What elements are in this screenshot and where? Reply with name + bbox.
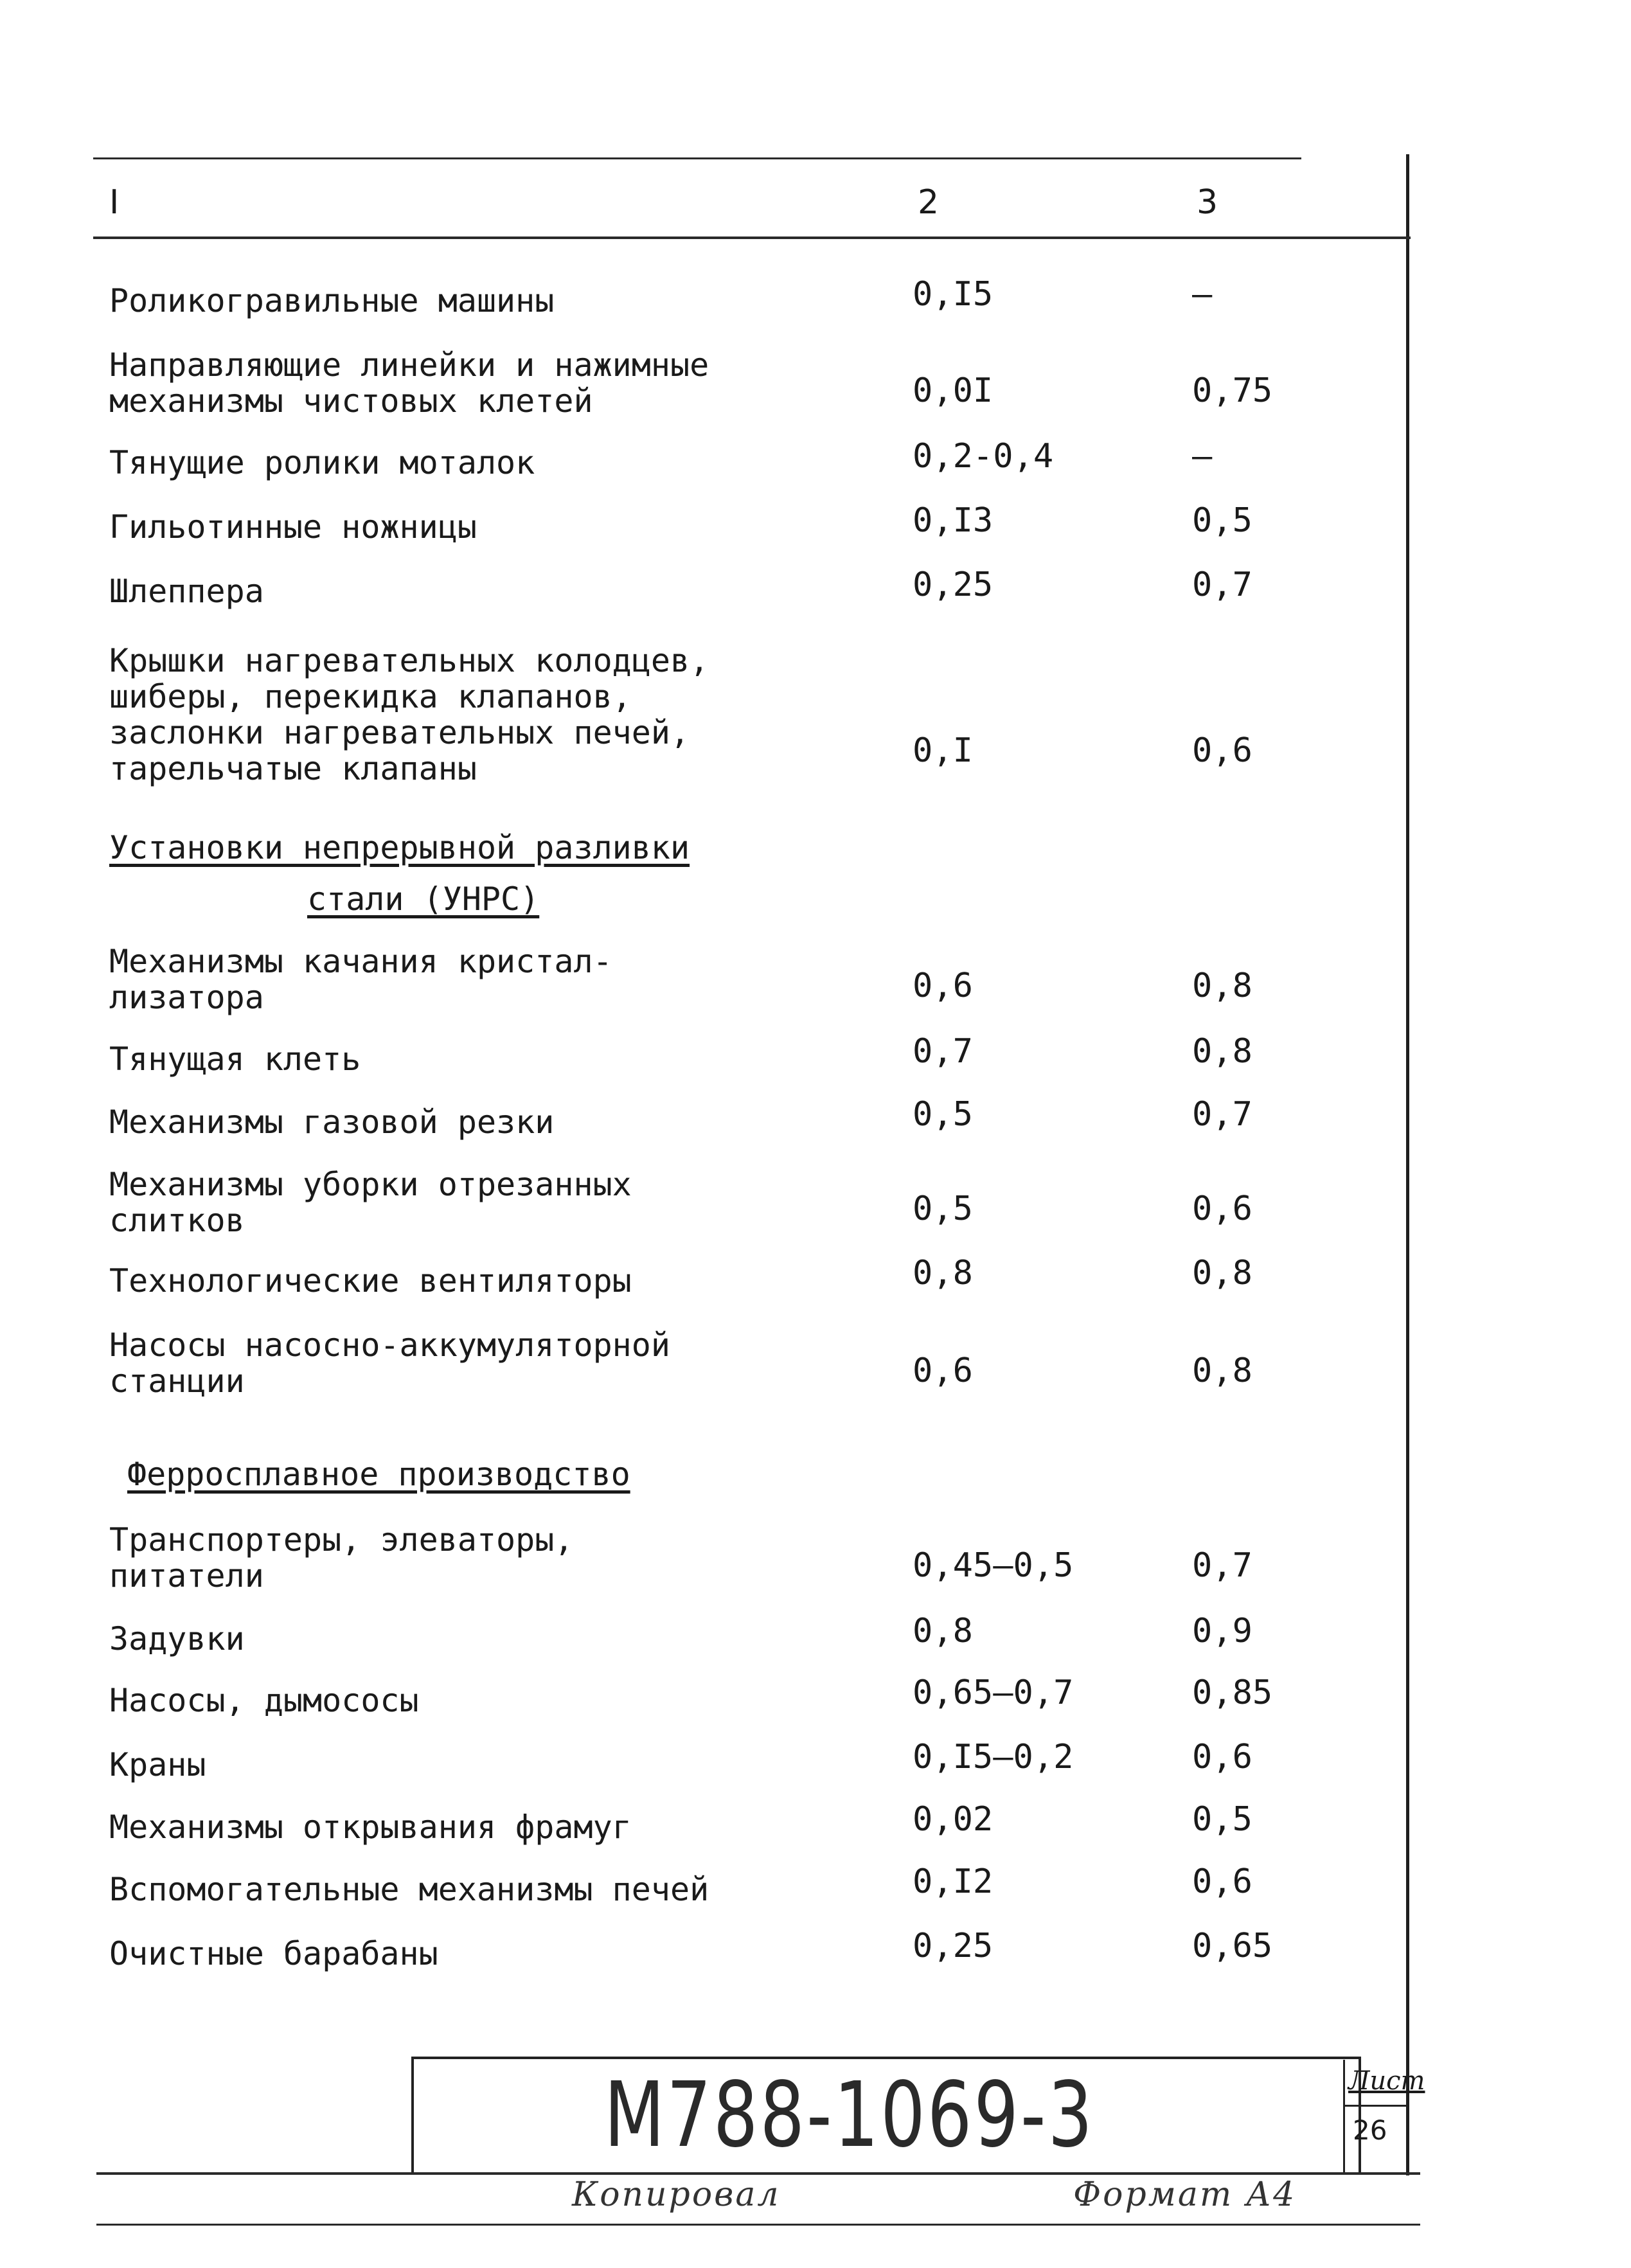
row-value-col3: 0,85	[1192, 1674, 1273, 1712]
row-label: Шлеппера	[109, 573, 264, 610]
column-header-3: 3	[1197, 183, 1218, 222]
bottom-rule	[96, 2172, 1420, 2175]
row-value-col3: 0,7	[1192, 1546, 1252, 1585]
sheet-label: Лист	[1348, 2066, 1425, 2096]
row-value-col3: 0,6	[1192, 731, 1252, 770]
row-value-col2: 0,8	[913, 1254, 973, 1292]
row-value-col2: 0,5	[913, 1190, 973, 1228]
row-value-col3: 0,65	[1192, 1927, 1273, 1965]
row-value-col2: 0,I	[913, 731, 973, 770]
row-label: Гильотинные ножницы	[109, 508, 477, 546]
row-value-col3: 0,8	[1192, 1352, 1252, 1390]
row-value-col3: 0,5	[1192, 501, 1252, 540]
row-label: Вспомогательные механизмы печей	[109, 1871, 709, 1908]
row-value-col2: 0,0I	[913, 371, 994, 410]
row-label: Роликогравильные машины	[109, 282, 555, 319]
row-value-col3: 0,8	[1192, 967, 1252, 1005]
row-label: Тянущие ролики моталок	[109, 444, 535, 481]
sheet-number: 26	[1353, 2114, 1387, 2146]
row-label: Механизмы уборки отрезанных слитков	[109, 1166, 632, 1239]
header-rule	[93, 237, 1411, 239]
row-value-col2: 0,8	[913, 1612, 973, 1650]
row-value-col2: 0,25	[913, 1927, 994, 1965]
row-value-col2: 0,2-0,4	[913, 437, 1054, 476]
section-heading-unrs-line2: стали (УНРС)	[307, 880, 540, 918]
row-value-col3: 0,5	[1192, 1800, 1252, 1839]
row-label: Краны	[109, 1746, 206, 1783]
row-value-col2: 0,7	[913, 1032, 973, 1071]
row-label: Задувки	[109, 1620, 245, 1657]
row-value-col3: 0,6	[1192, 1190, 1252, 1228]
row-value-col2: 0,45–0,5	[913, 1546, 1074, 1585]
row-value-col3: –	[1192, 437, 1213, 476]
footer-rule	[96, 2224, 1420, 2226]
row-value-col2: 0,I3	[913, 501, 994, 540]
row-value-col2: 0,I5	[913, 275, 994, 314]
footer-format: Формат А4	[1073, 2175, 1297, 2214]
row-value-col2: 0,65–0,7	[913, 1674, 1074, 1712]
row-label: Механизмы качания кристал- лизатора	[109, 943, 612, 1016]
row-value-col3: 0,6	[1192, 1862, 1252, 1901]
row-label: Технологические вентиляторы	[109, 1262, 632, 1299]
column-header-1: I	[109, 183, 120, 222]
sheet-divider	[1343, 2105, 1407, 2107]
row-value-col3: 0,8	[1192, 1032, 1252, 1071]
row-label: Тянущая клеть	[109, 1040, 361, 1078]
column-header-2: 2	[918, 183, 940, 222]
row-value-col3: 0,75	[1192, 371, 1273, 410]
right-border	[1406, 154, 1409, 2175]
row-label: Механизмы открывания фрамуг	[109, 1808, 632, 1846]
row-value-col2: 0,I5–0,2	[913, 1738, 1074, 1776]
row-label: Направляющие линейки и нажимные механизмы чистовых клетей	[109, 346, 709, 420]
row-value-col3: –	[1192, 275, 1213, 314]
row-label: Крышки нагревательных колодцев, шиберы, перекидка клапанов, заслонки нагревательных печей, тарельчатые клапаны	[109, 642, 709, 787]
row-value-col3: 0,8	[1192, 1254, 1252, 1292]
row-value-col3: 0,9	[1192, 1612, 1252, 1650]
row-label: Очистные барабаны	[109, 1935, 438, 1972]
row-value-col2: 0,I2	[913, 1862, 994, 1901]
row-label: Транспортеры, элеваторы, питатели	[109, 1521, 574, 1594]
row-value-col2: 0,02	[913, 1800, 994, 1839]
row-value-col3: 0,6	[1192, 1738, 1252, 1776]
document-code: М788-1069-3	[604, 2063, 1095, 2168]
section-heading-unrs: Установки непрерывной разливки	[109, 829, 690, 866]
row-value-col2: 0,6	[913, 967, 973, 1005]
row-value-col3: 0,7	[1192, 1095, 1252, 1134]
row-label: Насосы насосно-аккумуляторной станции	[109, 1326, 670, 1400]
footer-copied-by: Копировал	[572, 2175, 781, 2214]
row-value-col2: 0,25	[913, 566, 994, 604]
row-value-col2: 0,5	[913, 1095, 973, 1134]
row-value-col2: 0,6	[913, 1352, 973, 1390]
row-label: Насосы, дымососы	[109, 1682, 419, 1719]
row-value-col3: 0,7	[1192, 566, 1252, 604]
row-label: Механизмы газовой резки	[109, 1103, 555, 1141]
section-heading-ferro: Ферросплавное производство	[127, 1456, 630, 1493]
table-top-rule	[93, 157, 1301, 159]
